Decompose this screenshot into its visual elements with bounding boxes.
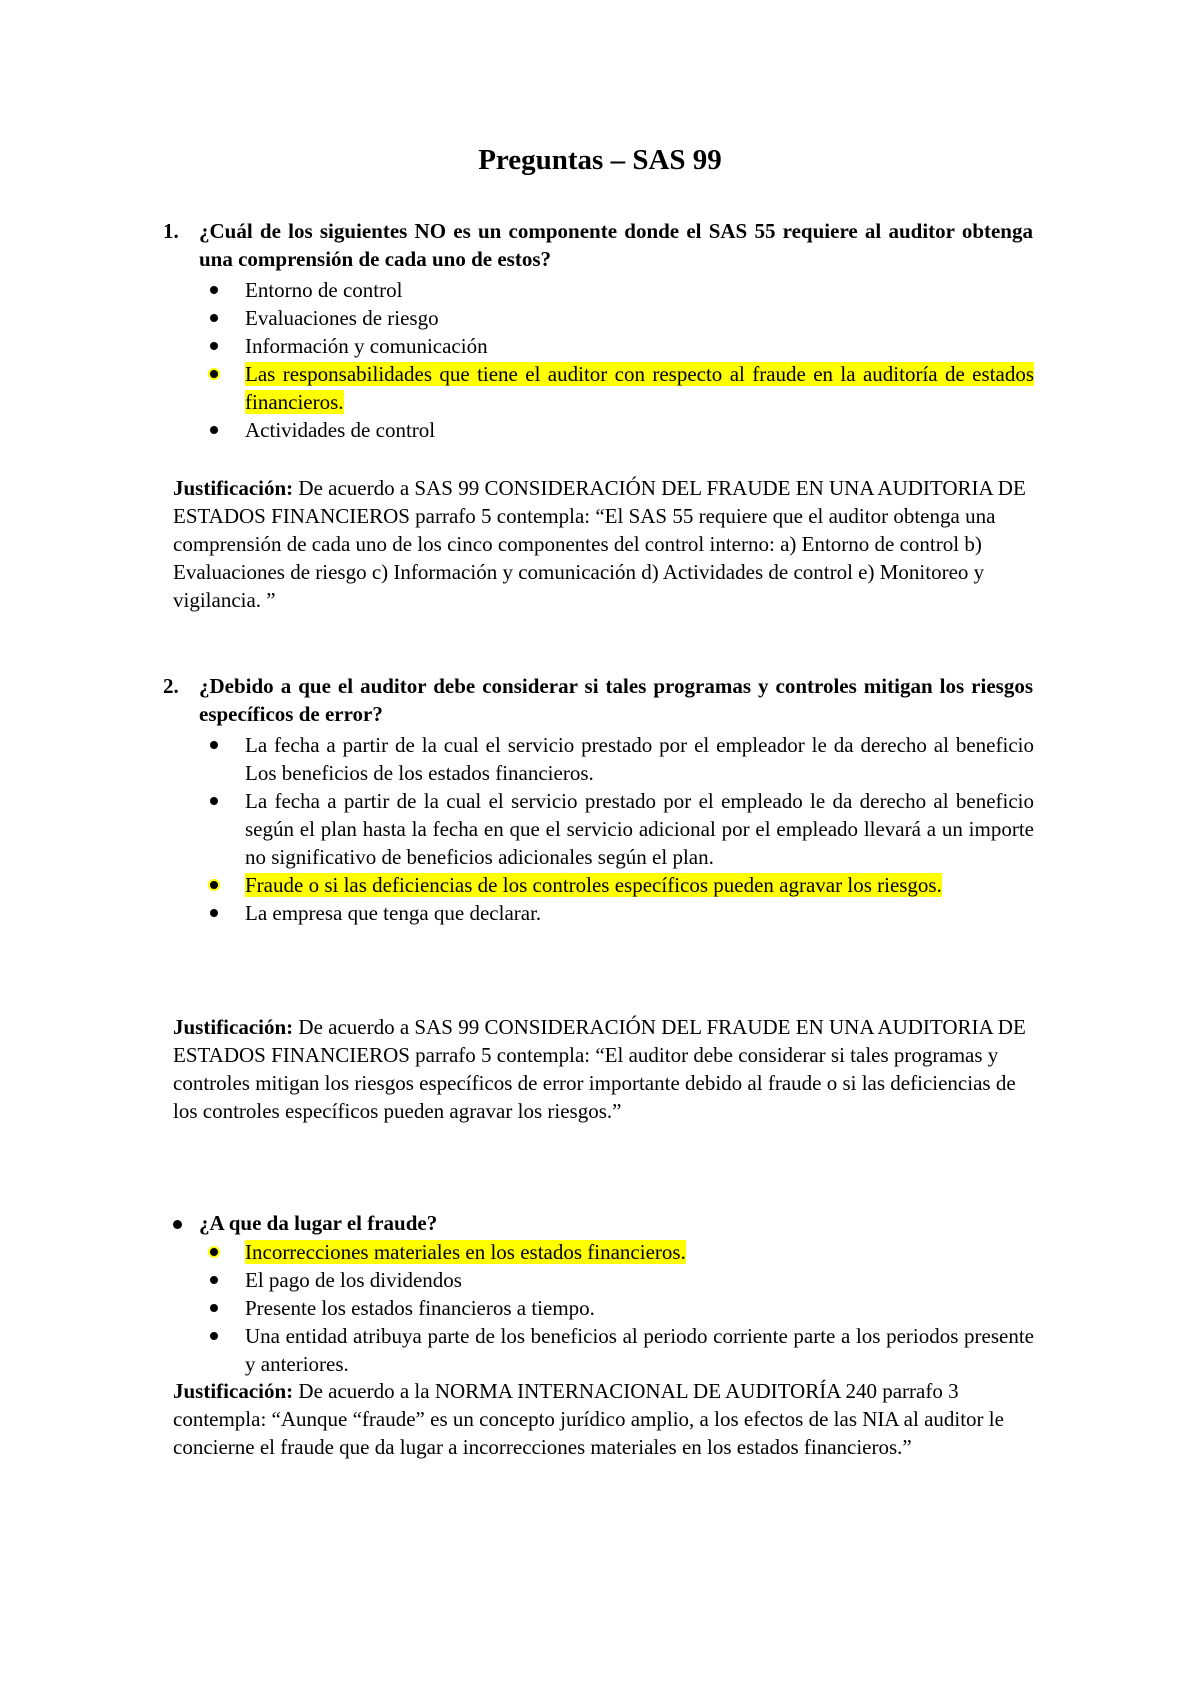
justification-text: De acuerdo a SAS 99 CONSIDERACIÓN DEL FRAUDE EN UNA AUDITORIA DE ESTADOS FINANCIEROS parrafo 5 contempla: “El auditor debe considerar si tales programas y controles mitigan los riesgos específicos de error importante debido al fraude o si las deficiencias de los controles específicos pueden agravar los riesgos.”	[173, 1015, 1026, 1123]
option-text: Entorno de control	[245, 278, 403, 302]
option-item-correct	[199, 871, 1034, 899]
justification-text: De acuerdo a SAS 99 CONSIDERACIÓN DEL FRAUDE EN UNA AUDITORIA DE ESTADOS FINANCIEROS parrafo 5 contempla: “El SAS 55 requiere que el auditor obtenga una comprensión de cada uno de los cinco componentes del control interno: a) Entorno de control b) Evaluaciones de riesgo c) Información y comunicación d) Actividades de control e) Monitoreo y vigilancia. ”	[173, 476, 1026, 612]
question-text: ¿Debido a que el auditor debe considerar si tales programas y controles mitigan los riesgos específicos de error?	[199, 674, 1033, 726]
question-number: 1.	[163, 219, 179, 243]
justification-label: Justificación:	[173, 476, 294, 500]
bullet-icon	[210, 1276, 218, 1284]
question-2	[163, 672, 1033, 728]
option-text: Presente los estados financieros a tiempo.	[245, 1296, 595, 1320]
option-text: Fraude o si las deficiencias de los controles específicos pueden agravar los riesgos.	[245, 873, 942, 897]
option-item	[199, 1266, 1034, 1294]
justification-text: De acuerdo a la NORMA INTERNACIONAL DE AUDITORÍA 240 parrafo 3 contempla: “Aunque “fraude” es un concepto jurídico amplio, a los efectos de las NIA al auditor le concierne el fraude que da lugar a incorrecciones materiales en los estados financieros.”	[173, 1379, 1004, 1459]
option-text: Información y comunicación	[245, 334, 488, 358]
option-text: La empresa que tenga que declarar.	[245, 901, 542, 925]
page-title: Preguntas – SAS 99	[478, 144, 722, 176]
option-item	[199, 416, 1034, 444]
option-text: Una entidad atribuya parte de los beneficios al periodo corriente parte a los periodos presente y anteriores.	[245, 1324, 1034, 1376]
question-1	[163, 217, 1033, 273]
option-text: Evaluaciones de riesgo	[245, 306, 439, 330]
question-text: ¿A que da lugar el fraude?	[199, 1211, 438, 1235]
justification-label: Justificación:	[173, 1379, 294, 1403]
bullet-icon	[210, 1304, 218, 1312]
option-item	[199, 731, 1034, 787]
bullet-icon	[173, 1220, 182, 1229]
option-item	[199, 1322, 1034, 1378]
option-item	[199, 332, 1034, 360]
justification-3	[173, 1377, 1033, 1461]
question-1-options	[199, 276, 1034, 444]
bullet-icon	[210, 342, 218, 350]
justification-label: Justificación:	[173, 1015, 294, 1039]
bullet-icon	[210, 370, 218, 378]
option-item	[199, 787, 1034, 871]
option-item	[199, 304, 1034, 332]
option-text: La fecha a partir de la cual el servicio prestado por el empleado le da derecho al beneficio según el plan hasta la fecha en que el servicio adicional por el empleado llevará a un importe no significativo de beneficios adicionales según el plan.	[245, 789, 1034, 869]
option-item	[199, 1294, 1034, 1322]
bullet-icon	[210, 1248, 218, 1256]
option-item-correct	[199, 1238, 1034, 1266]
option-item-correct	[199, 360, 1034, 416]
option-item	[199, 276, 1034, 304]
justification-1	[173, 474, 1033, 614]
question-3	[163, 1209, 1033, 1237]
bullet-icon	[210, 1332, 218, 1340]
bullet-icon	[210, 797, 218, 805]
option-text: Actividades de control	[245, 418, 436, 442]
option-text: La fecha a partir de la cual el servicio prestado por el empleador le da derecho al beneficio Los beneficios de los estados financieros.	[245, 733, 1034, 785]
question-text: ¿Cuál de los siguientes NO es un componente donde el SAS 55 requiere al auditor obtenga una comprensión de cada uno de estos?	[199, 219, 1033, 271]
question-2-options	[199, 731, 1034, 927]
bullet-icon	[210, 909, 218, 917]
bullet-icon	[210, 286, 218, 294]
option-text: Las responsabilidades que tiene el auditor con respecto al fraude en la auditoría de estados financieros.	[245, 362, 1034, 414]
option-item	[199, 899, 1034, 927]
justification-2	[173, 1013, 1033, 1125]
bullet-icon	[210, 426, 218, 434]
option-text: Incorrecciones materiales en los estados financieros.	[245, 1240, 686, 1264]
bullet-icon	[210, 741, 218, 749]
option-text: El pago de los dividendos	[245, 1268, 462, 1292]
question-3-options	[199, 1238, 1034, 1378]
question-number: 2.	[163, 674, 179, 698]
bullet-icon	[210, 314, 218, 322]
bullet-icon	[210, 881, 218, 889]
